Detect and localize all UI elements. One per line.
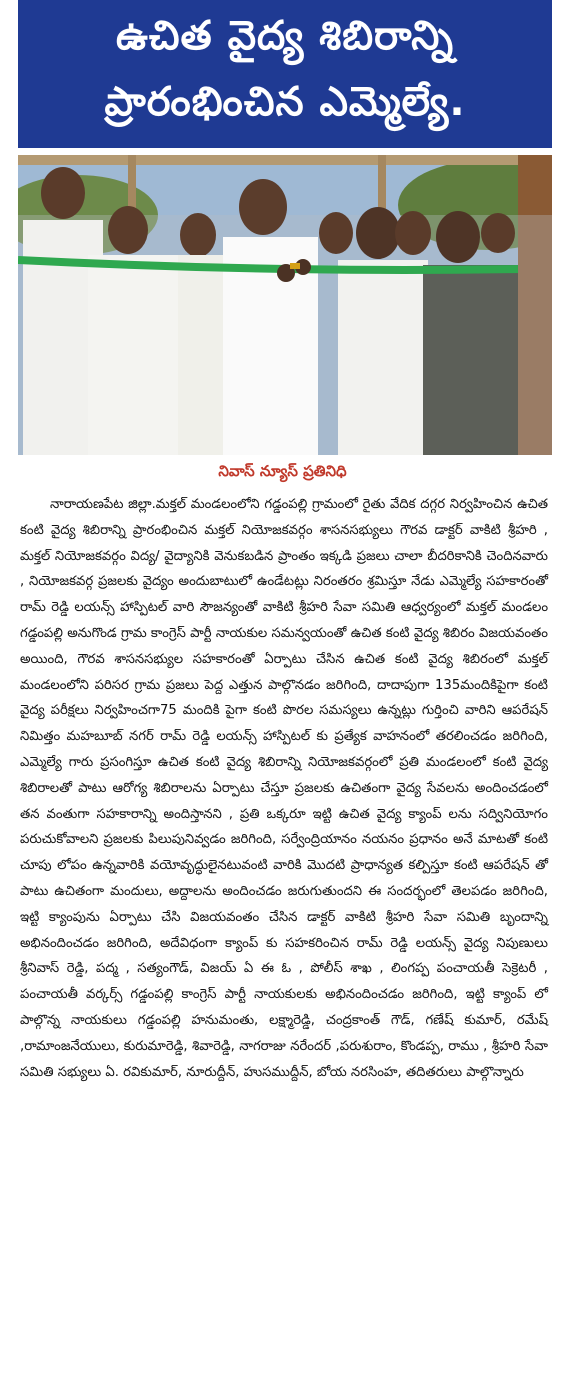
headline-line-1: ఉచిత వైద్య శిబిరాన్ని (115, 13, 455, 59)
news-photo (18, 155, 552, 455)
photo-of-ribbon-cutting (18, 155, 552, 455)
headline-line-2: ప్రారంభించిన ఎమ్మెల్యే. (104, 79, 466, 125)
byline: నివాస్ న్యూస్ ప్రతినిధి (218, 462, 347, 480)
article-body (20, 492, 548, 1085)
headline-banner (18, 0, 552, 148)
article-paragraph: నారాయణపేట జిల్లా.మక్తల్ మండలంలోని గడ్డంపల్లి గ్రామంలో రైతు వేదిక దగ్గర నిర్వహించిన ఉచిత కంటి వైద్య శిబిరాన్ని ప్రారంభించిన మక్తల్ నియోజకవర్గం శాసనసభ్యులు గౌరవ డాక్టర్ వాకిటి శ్రీహరి , మక్తల్ నియోజకవర్గం విద్య/ వైద్యానికి వెనుకబడిన ప్రాంతం ఇక్కడి ప్రజలు చాలా బీదరికానికి చెందినవారు , నియోజకవర్గ ప్రజలకు వైద్యం అందుబాటులో ఉండేటట్లు నిరంతరం శ్రమిస్తూ నేడు ఎమ్మెల్యే సహకారంతో రామ్ రెడ్డి లయన్స్ హాస్పిటల్ వారి సౌజన్యంతో వాకిటి శ్రీహరి సేవా సమితి ఆధ్వర్యంలో మక్తల్ మండలం గడ్డంపల్లి అనుగొండ గ్రామ కాంగ్రెస్ పార్టీ నాయకుల సమన్వయంతో ఉచిత కంటి వైద్య శిబిరం విజయవంతం అయింది, గౌరవ శాసనసభ్యుల సహకారంతో ఏర్పాటు చేసిన ఉచిత కంటి వైద్య శిబిరంలో మక్తల్ మండలంలోని పరిసర గ్రామ ప్రజలు పెద్ద ఎత్తున పాల్గొనడం జరిగింది, దాదాపుగా 135మందికిపైగా కంటి వైద్య పరీక్షలు నిర్వహించగా75 మందికి పైగా కంటి పొరల సమస్యలు ఉన్నట్లు గుర్తించి వారిని ఆపరేషన్ నిమిత్తం మహబూబ్ నగర్ రామ్ రెడ్డి లయన్స్ హాస్పిటల్ కు ప్రత్యేక వాహనంలో తరలించడం జరిగింది, ఎమ్మెల్యే గారు ప్రసంగిస్తూ ఉచిత కంటి వైద్య శిబిరాన్ని నియోజకవర్గంలో ప్రతి మండలంలో కంటి వైద్య శిబిరాలతో పాటు ఆరోగ్య శిబిరాలను ఏర్పాటు చేస్తూ ప్రజలకు ఉచితంగా వైద్య సేవలను అందించడంలో తన వంతుగా సహకారాన్ని అందిస్తానని , ప్రతి ఒక్కరూ ఇట్టి ఉచిత వైద్య క్యాంప్ లను సద్వినియోగం పరుచుకోవాలని ప్రజలకు పిలుపునివ్వడం జరిగింది, సర్వేంద్రియానం నయనం ప్రధానం అనే మాటతో కంటి చూపు లోపం ఉన్నవారికి వయోవృద్ధులైనటువంటి వారికి మొదటి ప్రాధాన్యత కల్పిస్తూ కంటి ఆపరేషన్ తో పాటు ఉచితంగా మందులు, అద్దాలను అందించడం జరుగుతుందని ఈ సందర్భంలో తెలపడం జరిగింది, ఇట్టి క్యాంపును ఏర్పాటు చేసి విజయవంతం చేసిన డాక్టర్ వాకిటి శ్రీహరి సేవా సమితి బృందాన్ని అభినందించడం జరిగింది, అదేవిధంగా క్యాంప్ కు సహకరించిన రామ్ రెడ్డి లయన్స్ వైద్య నిపుణులు శ్రీనివాస్ రెడ్డి, పద్మ , సత్యంగౌడ్, విజయ్ ఏ ఈ ఓ , పోలీస్ శాఖ , లింగప్ప పంచాయతీ సెక్రెటరీ , పంచాయతీ వర్కర్స్ గడ్డంపల్లి కాంగ్రెస్ పార్టీ నాయకులకు అభినందించడం జరిగింది, ఇట్టి క్యాంప్ లో పాల్గొన్న నాయకులు గడ్డంపల్లి హనుమంతు, లక్ష్మారెడ్డి, చంద్రకాంత్ గౌడ్, గణేష్ కుమార్, రమేష్ ,రామాంజనేయులు, కురుమారెడ్డి, శివారెడ్డి, నాగరాజు నరేందర్ ,పరుశురాం, కొండప్ప, రాము , శ్రీహరి సేవా సమితి సభ్యులు ఏ. రవికుమార్, నూరుద్దీన్, హుసముద్దీన్, బోయ నరసింహ, తదితరులు పాల్గొన్నారు (20, 497, 548, 1080)
